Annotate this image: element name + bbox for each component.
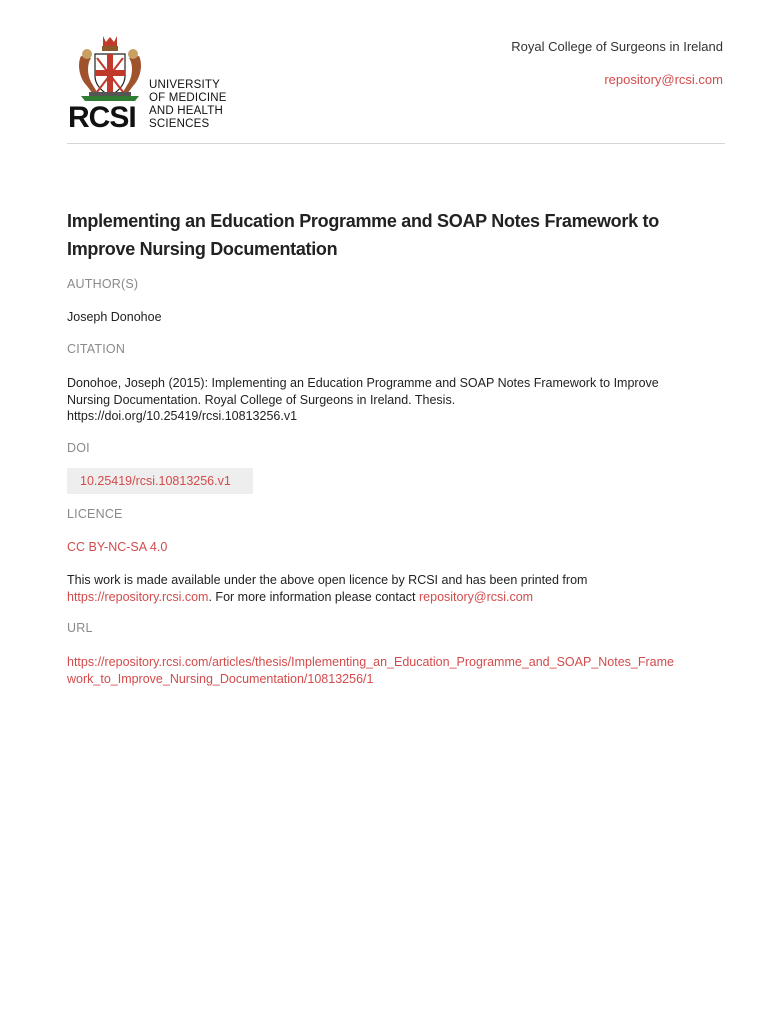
citation-line-2: Nursing Documentation. Royal College of Surgeons in Ireland. Thesis.	[67, 392, 456, 407]
authors-label: AUTHOR(S)	[67, 277, 139, 291]
contact-email-link[interactable]: repository@rcsi.com	[419, 589, 534, 604]
url-block	[67, 654, 732, 687]
repository-link[interactable]: https://repository.rcsi.com	[67, 589, 209, 604]
header-divider	[67, 143, 725, 144]
rcsi-wordmark: RCSI	[68, 101, 136, 134]
citation-text	[67, 375, 727, 425]
title-line-1: Implementing an Education Programme and SOAP Notes Framework to	[67, 211, 659, 231]
licence-statement	[67, 572, 727, 605]
rcsi-logo	[67, 34, 237, 134]
institution-name: Royal College of Surgeons in Ireland	[511, 39, 723, 54]
citation-label: CITATION	[67, 342, 126, 356]
citation-line-1: Donohoe, Joseph (2015): Implementing an Education Programme and SOAP Notes Framework to Improve	[67, 376, 659, 390]
logo-tagline	[149, 79, 239, 131]
header-email-link[interactable]: repository@rcsi.com	[604, 72, 723, 87]
url-link-line-2[interactable]: work_to_Improve_Nursing_Documentation/10813256/1	[67, 671, 374, 686]
logo-line-2: OF MEDICINE	[149, 92, 227, 104]
doi-label: DOI	[67, 441, 90, 455]
title-line-2: Improve Nursing Documentation	[67, 239, 338, 259]
crest-icon	[75, 34, 145, 102]
doi-link[interactable]: 10.25419/rcsi.10813256.v1	[67, 468, 253, 494]
logo-line-4: SCIENCES	[149, 118, 210, 130]
licence-statement-mid: . For more information please contact	[208, 589, 419, 604]
authors-value: Joseph Donohoe	[67, 310, 162, 324]
url-link-line-1[interactable]: https://repository.rcsi.com/articles/thesis/Implementing_an_Education_Programme_and_SOAP_Notes_Frame	[67, 655, 674, 669]
licence-label: LICENCE	[67, 507, 123, 521]
logo-line-1: UNIVERSITY	[149, 79, 221, 91]
citation-line-3: https://doi.org/10.25419/rcsi.10813256.v1	[67, 409, 298, 423]
page-title	[67, 207, 707, 263]
logo-line-3: AND HEALTH	[149, 105, 223, 117]
licence-statement-line-1: This work is made available under the above open licence by RCSI and has been printed from	[67, 573, 588, 587]
licence-link[interactable]: CC BY-NC-SA 4.0	[67, 540, 168, 554]
url-label: URL	[67, 621, 93, 635]
